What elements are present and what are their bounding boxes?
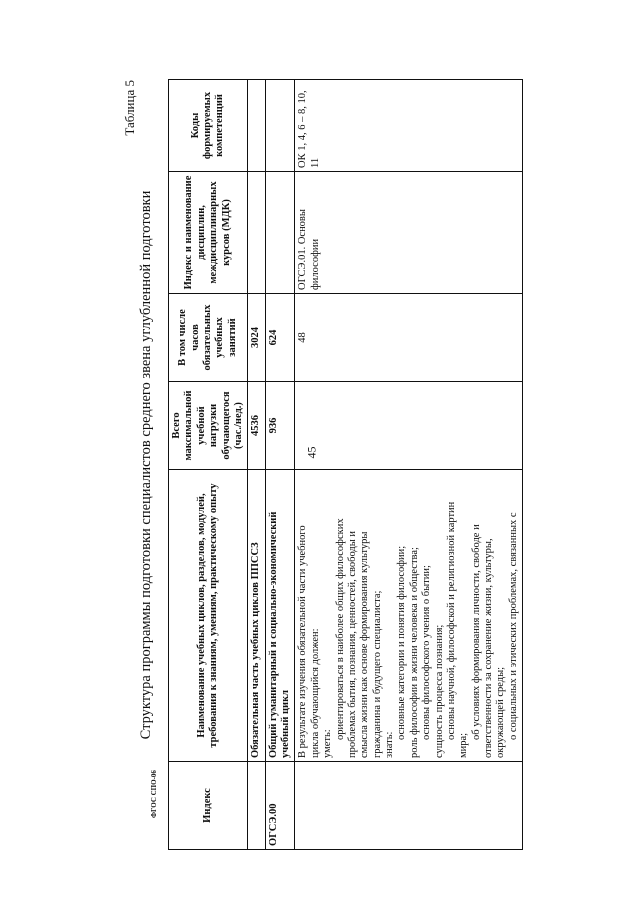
row2-codes <box>265 80 295 172</box>
text-line: о социальных и этических проблемах, связанных с <box>507 512 519 740</box>
table-row <box>248 80 265 850</box>
text-line: проблемах бытия, познания, ценностей, свободы и <box>346 530 358 758</box>
row3-codes: ОК 1, 4, 6 – 8, 10, 11 <box>295 80 523 172</box>
row1-total: 4536 <box>248 382 265 470</box>
text-line: основы философского учения о бытии; <box>421 565 433 740</box>
text-line: В результате изучения обязательной части учебного <box>297 525 309 758</box>
row2-name: Общий гуманитарный и социально-экономический учебный цикл <box>265 470 295 762</box>
text-line: мира; <box>458 732 470 758</box>
curriculum-table <box>168 79 523 850</box>
row1-name: Обязательная часть учебных циклов ППССЗ <box>248 470 265 762</box>
row1-discipline <box>248 172 265 294</box>
row3-name <box>295 470 523 762</box>
header-total: Всего максимальной учебной нагрузки обучающегося (час./нед.) <box>169 382 248 470</box>
header-row <box>169 80 248 850</box>
text-line: основные категории и понятия философии; <box>396 545 408 740</box>
row1-mandatory: 3024 <box>248 294 265 382</box>
row2-index: ОГСЭ.00 <box>265 762 295 850</box>
text-line: окружающей среды; <box>495 666 507 758</box>
text-line: цикла обучающийся должен: <box>309 628 321 758</box>
text-line: ответственности за сохранение жизни, культуры, <box>483 538 494 758</box>
row1-index <box>248 762 265 850</box>
table-row <box>295 80 523 850</box>
text-line: ориентироваться в наиболее общих философских <box>334 518 346 740</box>
header-discipline: Индекс и наименование дисциплин, междисциплинарных курсов (МДК) <box>169 172 248 294</box>
page-number: 45 <box>304 446 319 459</box>
header-codes: Коды формируемых компетенций <box>169 80 248 172</box>
header-mandatory: В том числе часов обязательных учебных занятий <box>169 294 248 382</box>
rotated-page-content <box>122 80 640 850</box>
row3-index <box>295 762 523 850</box>
footer-code: ФГОС СПО-06 <box>150 770 158 818</box>
text-line: смысла жизни как основе формирования культуры <box>359 531 371 758</box>
text-line: об условиях формирования личности, свободе и <box>470 524 482 740</box>
row2-total: 936 <box>265 382 295 470</box>
text-line: уметь: <box>322 729 334 758</box>
text-line: основы научной, философской и религиозной картин <box>445 501 457 740</box>
row3-discipline: ОГСЭ.01. Основы философии <box>295 172 523 294</box>
row3-total <box>295 382 523 470</box>
header-name: Наименование учебных циклов, разделов, модулей, требования к знаниям, умениям, практическому опыту <box>169 470 248 762</box>
text-line: знать: <box>384 731 395 758</box>
table-row <box>265 80 295 850</box>
table-title: Структура программы подготовки специалистов среднего звена углубленной подготовки <box>138 190 154 740</box>
row2-discipline <box>265 172 295 294</box>
row3-mandatory: 48 <box>295 294 523 382</box>
row2-mandatory: 624 <box>265 294 295 382</box>
text-line: роль философии в жизни человека и общества; <box>408 547 420 758</box>
table-label: Таблица 5 <box>122 80 137 136</box>
row1-codes <box>248 80 265 172</box>
header-index: Индекс <box>169 762 248 850</box>
text-line: сущность процесса познания; <box>433 624 445 758</box>
text-line: гражданина и будущего специалиста; <box>371 590 383 758</box>
